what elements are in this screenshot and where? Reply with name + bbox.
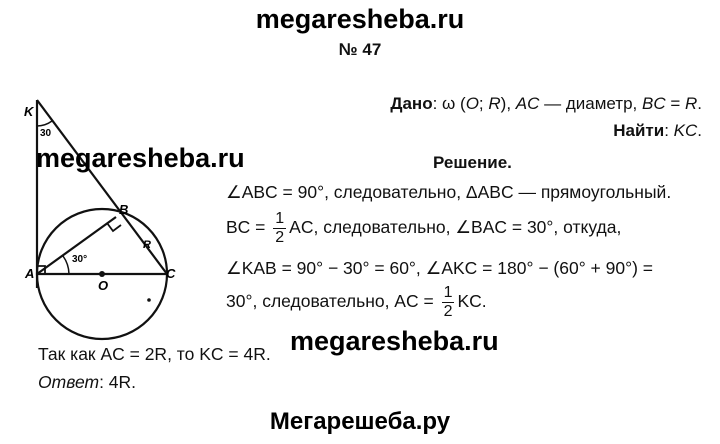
given-O: O — [465, 94, 479, 113]
given-text-d: — диаметр, — [539, 94, 642, 113]
because-line: Так как AC = 2R, то KC = 4R. — [38, 344, 271, 364]
fraction-numerator: 1 — [275, 210, 285, 227]
find-text-b: . — [697, 121, 702, 140]
fraction-one-half — [273, 210, 286, 247]
angle-arc-K — [37, 121, 52, 126]
given-text-b: ; — [478, 94, 489, 113]
given-text-a: : ω ( — [432, 94, 466, 113]
solution-heading: Решение. — [433, 153, 512, 172]
label-angle-A: 30° — [72, 254, 88, 265]
fraction-denominator: 2 — [275, 229, 285, 246]
solution-line-2-a: BC = — [226, 217, 271, 238]
label-C: C — [166, 266, 176, 281]
label-A: A — [25, 266, 35, 281]
fraction-numerator-2: 1 — [443, 284, 453, 301]
solution-line-3: ∠KAB = 90° − 30° = 60°, ∠AKC = 180° − (60° + 90°) = — [226, 258, 654, 278]
answer-line — [38, 372, 136, 393]
given-R: R — [488, 94, 501, 113]
watermark-bottom: Мегарешеба.ру — [269, 408, 451, 435]
watermark-middle: megaresheba.ru — [36, 143, 245, 173]
label-angle-K: 30 — [40, 128, 52, 139]
solution-line-2-b: AC, следовательно, ∠BAC = 30°, откуда, — [289, 217, 622, 238]
watermark-top: megaresheba.ru — [255, 4, 465, 34]
angle-arc-A — [63, 256, 69, 274]
given-BC: BC — [641, 94, 666, 113]
answer-value: : 4R. — [99, 372, 137, 392]
problem-number: № 47 — [338, 40, 382, 59]
given-AC: AC — [515, 94, 540, 113]
circle-mark — [147, 298, 151, 302]
find-label: Найти — [613, 121, 665, 140]
fraction-denominator-2: 2 — [443, 303, 453, 320]
given-label: Дано — [390, 94, 433, 113]
watermark-middle-2: megaresheba.ru — [290, 326, 499, 356]
label-K: K — [24, 104, 34, 119]
find-line — [613, 121, 702, 141]
label-O: O — [98, 278, 109, 293]
label-B: B — [119, 202, 129, 217]
right-angle-B — [107, 223, 121, 231]
fraction-one-half-2 — [442, 284, 455, 321]
solution-line-2 — [226, 210, 621, 247]
solution-line-4-a: 30°, следовательно, AC = — [226, 291, 439, 312]
solution-line-4 — [226, 284, 487, 321]
given-text-c: ), — [500, 94, 516, 113]
given-text-f: . — [697, 94, 702, 113]
label-R: R — [143, 239, 151, 251]
find-text-a: : — [664, 121, 674, 140]
solution-line-4-b: KC. — [457, 291, 487, 312]
solution-line-1: ∠ABC = 90°, следовательно, ΔABC — прямоугольный. — [226, 182, 672, 202]
given-line — [390, 94, 702, 114]
given-R2: R — [684, 94, 698, 113]
given-text-e: = — [665, 94, 685, 113]
geometry-figure — [22, 88, 212, 360]
find-KC: KC — [673, 121, 698, 140]
answer-label: Ответ — [38, 372, 100, 392]
line-AB — [37, 217, 116, 274]
center-point-O — [99, 271, 105, 277]
